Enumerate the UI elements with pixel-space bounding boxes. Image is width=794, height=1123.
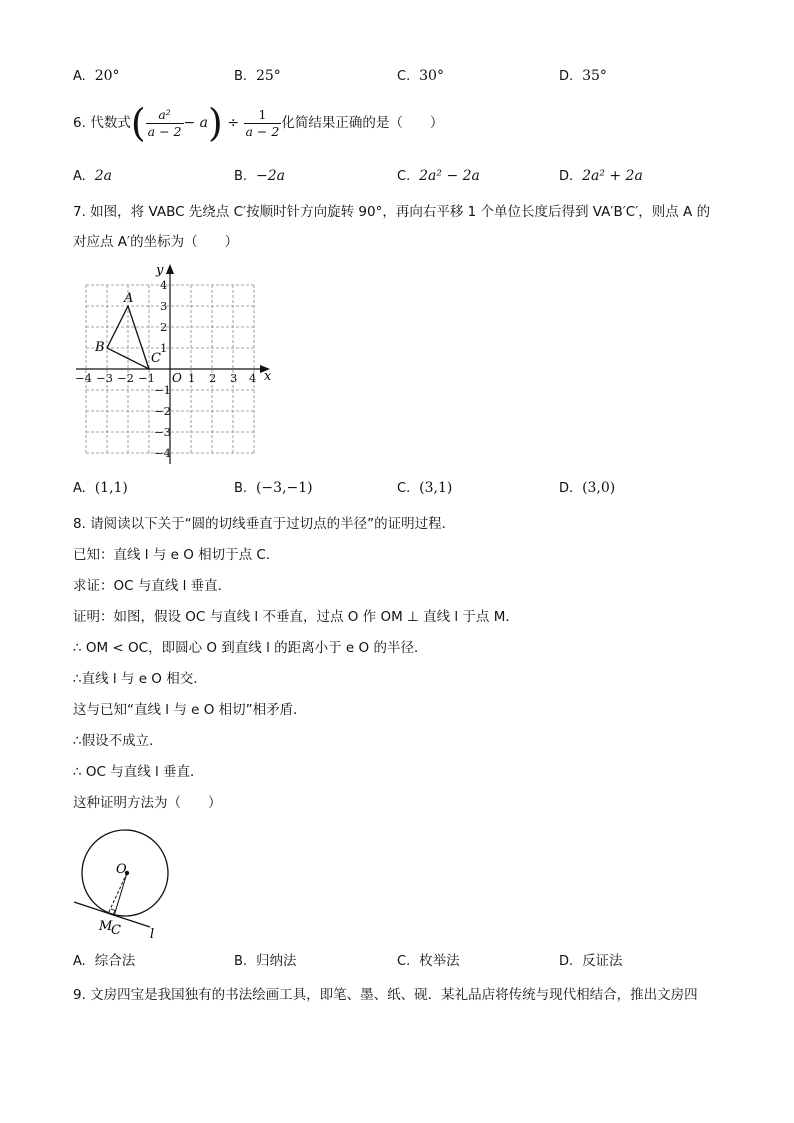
option-label: B. [234, 169, 248, 184]
q9-stem-line-1: 9. 文房四宝是我国独有的书法绘画工具，即笔、墨、纸、砚．某礼品店将传统与现代相结合，推出文房四 [73, 987, 698, 1003]
q6-stem [73, 100, 443, 146]
x-tick-label: −3 [96, 371, 113, 385]
y-tick-label: 1 [160, 341, 168, 355]
question-number: 6. [73, 115, 86, 131]
segment-om [108, 873, 127, 914]
x-tick-label: 4 [249, 371, 257, 385]
option-label: B. [234, 954, 248, 969]
x-tick-label: −4 [75, 371, 92, 385]
option-text: (1,1) [94, 480, 128, 496]
option-label: C. [397, 169, 411, 184]
y-axis-label: y [156, 263, 164, 278]
option-text: 归纳法 [255, 953, 297, 969]
q7-coordinate-figure [70, 258, 280, 468]
axes [76, 264, 270, 464]
option-label: B. [234, 481, 248, 496]
option-label: C. [397, 481, 411, 496]
option-text: 2a² − 2a [419, 168, 480, 184]
q5-option-b [234, 66, 281, 87]
q7-option-a [73, 478, 128, 499]
option-text: (−3,−1) [255, 480, 313, 496]
line-l-label: l [150, 927, 155, 942]
x-tick-label: −1 [138, 371, 155, 385]
q8-line-10: 这种证明方法为（ ） [73, 795, 222, 811]
q7-option-b [234, 478, 313, 499]
option-text: (3,0) [582, 480, 616, 496]
q7-stem-line-1: 7. 如图，将 VABC 先绕点 C′按顺时针方向旋转 90°，再向右平移 1 个单位长度后得到 VA′B′C′，则点 A 的 [73, 204, 711, 220]
y-tick-label: −4 [154, 446, 171, 460]
option-text: 2a² + 2a [582, 168, 643, 184]
fraction-numerator: a² [146, 107, 184, 124]
x-axis-label: x [264, 369, 272, 384]
q5-option-d [559, 66, 607, 87]
q6-prefix: 代数式 [90, 115, 131, 131]
q8-option-a [73, 951, 135, 972]
y-tick-label: −3 [154, 425, 171, 439]
y-tick-label: 3 [160, 299, 168, 313]
y-tick-label: −2 [154, 404, 171, 418]
q6-option-a [73, 166, 112, 187]
option-label: B. [234, 69, 248, 84]
segment-oc [114, 873, 127, 916]
q6-suffix: 化简结果正确的是（ ） [281, 115, 444, 131]
origin-label: O [172, 371, 182, 385]
left-paren: ( [130, 101, 146, 145]
option-text: 20° [94, 68, 120, 84]
option-label: D. [559, 169, 574, 184]
q7-stem-line-2: 对应点 A′的坐标为（ ） [73, 234, 239, 250]
q5-option-c [397, 66, 444, 87]
option-label: A. [73, 169, 86, 184]
option-label: D. [559, 481, 574, 496]
x-tick-label: 2 [209, 371, 217, 385]
option-text: 反证法 [582, 953, 623, 969]
right-paren: ) [208, 101, 223, 145]
q8-line-6: ∴直线 l 与 e O 相交． [73, 671, 207, 687]
y-tick-label: 4 [160, 278, 168, 292]
q6-option-c [397, 166, 480, 187]
q8-option-d [559, 951, 623, 972]
q8-line-8: ∴假设不成立． [73, 733, 163, 749]
q8-option-b [234, 951, 296, 972]
q8-line-3: 求证：OC 与直线 l 垂直． [73, 578, 232, 594]
q8-option-c [397, 951, 460, 972]
x-tick-label: 1 [188, 371, 196, 385]
q7-option-c [397, 478, 452, 499]
q6-minus-a: − a [183, 115, 209, 131]
fraction-numerator: 1 [244, 107, 282, 124]
division-sign: ÷ [227, 115, 240, 131]
point-o-label: O [116, 862, 127, 877]
option-label: D. [559, 69, 574, 84]
option-label: A. [73, 954, 86, 969]
option-text: 30° [419, 68, 444, 84]
option-text: 25° [255, 68, 281, 84]
q8-line-1: 8. 请阅读以下关于“圆的切线垂直于过切点的半径”的证明过程． [73, 516, 456, 532]
point-m-label: M [99, 919, 113, 934]
option-text: 综合法 [94, 953, 136, 969]
x-tick-label: 3 [230, 371, 238, 385]
q8-line-9: ∴ OC 与直线 l 垂直． [73, 764, 204, 780]
option-text: 35° [582, 68, 607, 84]
q8-line-4: 证明：如图，假设 OC 与直线 l 不垂直，过点 O 作 OM ⊥ 直线 l 于点 M． [73, 609, 519, 625]
point-a-label: A [124, 291, 134, 306]
point-c-label: C [111, 923, 121, 938]
option-text: (3,1) [419, 480, 453, 496]
y-tick-label: −1 [154, 383, 171, 397]
q6-fraction-1 [146, 107, 184, 140]
q7-option-d [559, 478, 615, 499]
y-tick-label: 2 [160, 320, 168, 334]
q8-line-7: 这与已知“直线 l 与 e O 相切”相矛盾． [73, 702, 307, 718]
point-c-label: C [151, 351, 161, 366]
option-text: −2a [255, 168, 285, 184]
option-label: A. [73, 69, 86, 84]
q8-line-5: ∴ OM < OC，即圆心 O 到直线 l 的距离小于 e O 的半径． [73, 640, 428, 656]
option-label: D. [559, 954, 574, 969]
point-b-label: B [95, 340, 105, 355]
q8-line-2: 已知：直线 l 与 e O 相切于点 C． [73, 547, 280, 563]
option-label: C. [397, 954, 411, 969]
fraction-denominator: a − 2 [245, 123, 280, 139]
fraction-denominator: a − 2 [147, 123, 182, 139]
q8-circle-figure [70, 822, 170, 942]
q6-fraction-2 [244, 107, 282, 140]
option-text: 2a [94, 168, 112, 184]
q6-option-d [559, 166, 643, 187]
x-tick-label: −2 [117, 371, 134, 385]
q6-option-b [234, 166, 285, 187]
option-label: C. [397, 69, 411, 84]
q5-option-a [73, 66, 120, 87]
option-text: 枚举法 [419, 953, 460, 969]
option-label: A. [73, 481, 86, 496]
